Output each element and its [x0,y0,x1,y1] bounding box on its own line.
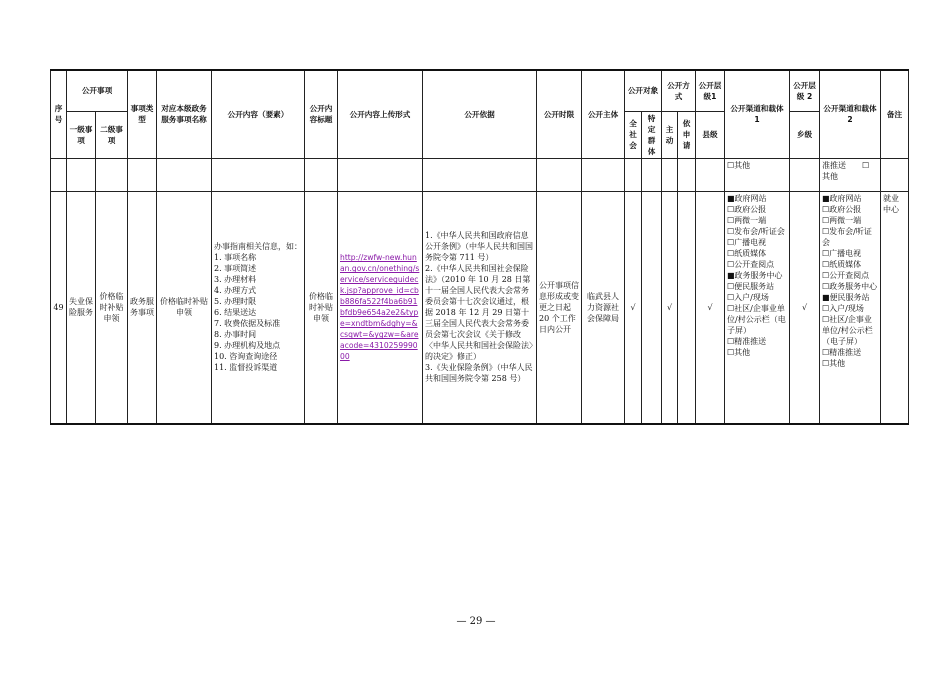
row-tier1: √ [696,191,725,424]
channel2-item: ☐纸质媒体 [822,259,862,269]
disclosure-table [50,69,909,425]
header-content-title: 公开内容标题 [305,70,338,158]
header-note: 备注 [881,70,909,158]
channel1-item: ☐公开查阅点 [727,259,775,269]
channel2-item: ☐公开查阅点 [822,270,870,280]
content-item: 11. 监督投诉渠道 [214,363,278,373]
channel1-item: ☐精准推送 [727,336,767,346]
content-item: 2. 事项简述 [214,264,257,274]
row-time-limit: 公开事项信息形成或变更之日起 20 个工作日内公开 [537,191,582,424]
header-object-all: 全社会 [625,111,642,158]
row-channel1 [725,191,790,424]
content-item: 9. 办理机构及地点 [214,341,281,351]
header-tier1: 公开层级1 [696,70,725,111]
row-channel2 [820,191,881,424]
channel2-item: ☐两微一端 [822,215,862,225]
cont-channel2-a: 准推送 ☐ [822,160,870,170]
upload-link[interactable]: http://zwfw-new.hunan.gov.cn/onething/service/serviceguideck.jsp?approve_id=cbb886fa522f4ba6b91bfdb9e654a2e2&type=xndtbm&dghy=&csqwt=&ygzw=&areacode=431025999000 [340,253,420,362]
channel2-item: ☐社区/企事业单位/村公示栏（电子屏） [822,314,873,346]
channel1-item: ☐纸质媒体 [727,248,767,258]
header-matter: 公开事项 [67,70,128,111]
row-content-title: 价格临时补贴申领 [305,191,338,424]
channel1-item: ■政务服务中心 [727,270,783,280]
channel2-item: ☐广播电视 [822,248,862,258]
channel2-item: ☐政府公报 [822,204,862,214]
row-method-request [678,191,696,424]
row-seq: 49 [51,191,67,424]
header-method-active: 主动 [662,111,678,158]
row-object-all: √ [625,191,642,424]
row-tier2: √ [790,191,820,424]
header-channel1: 公开渠道和载体 1 [725,70,790,158]
row-subject: 临武县人力资源社会保障局 [582,191,625,424]
channel1-item: ☐社区/企事业单位/村公示栏（电子屏） [727,303,786,335]
header-tier2: 公开层级 2 [790,70,820,111]
channel2-item: ■政府网站 [822,193,862,203]
channel2-item: ☐精准推送 [822,347,862,357]
content-item: 8. 办事时间 [214,330,257,340]
header-upload-form: 公开内容上传形式 [338,70,423,158]
channel2-item: ☐政务服务中心 [822,281,878,291]
table-row-49 [51,191,909,424]
content-item: 7. 收费依据及标准 [214,319,281,329]
row-type: 政务服务事项 [128,191,157,424]
header-channel2: 公开渠道和载体 2 [820,70,881,158]
content-intro: 办事指南相关信息，如： [214,242,302,252]
row-object-specific [642,191,662,424]
header-level1: 一级事项 [67,111,96,158]
row-note: 就业中心 [881,191,909,424]
channel1-item: ■政府网站 [727,193,767,203]
content-item: 1. 事项名称 [214,253,257,263]
cont-channel1: ☐其他 [725,158,790,191]
channel2-item: ☐发布会/听证会 [822,226,872,247]
content-items [214,252,302,373]
row-content [212,191,305,424]
page-number: — 29 — [456,616,496,627]
header-service-name: 对应本级政务服务事项名称 [157,70,212,158]
channel1-item: ☐广播电视 [727,237,767,247]
channel1-item: ☐两微一端 [727,215,767,225]
table-row-continued [51,158,909,191]
header-object-specific: 特定群体 [642,111,662,158]
channel2-item: ☐其他 [822,358,846,368]
row-service-name: 价格临时补贴申领 [157,191,212,424]
row-level1: 失业保险服务 [67,191,96,424]
row-basis: 1.《中华人民共和国政府信息公开条例》（中华人民共和国国务院令第 711 号） 2.《中华人民共和国社会保险法》（2010 年 10 月 28 日第十一届全国人民代表大会常务委员会第十七次会议通过，根据 2018 年 12 月 29 日第十三届全国人民代表大会常务委员会第七次会议《关于修改〈中华人民共和国社会保险法〉的决定》修正） 3.《失业保险条例》（中华人民共和国国务院令第 258 号） [423,191,537,424]
content-item: 4. 办理方式 [214,286,257,296]
header-method-request: 依申请 [678,111,696,158]
channel1-item: ☐便民服务站 [727,281,775,291]
header-basis: 公开依据 [423,70,537,158]
content-item: 3. 办理材料 [214,275,257,285]
header-subject: 公开主体 [582,70,625,158]
channel1-item: ☐入户/现场 [727,292,769,302]
row-level2: 价格临时补贴申领 [96,191,128,424]
header-tier2-sub: 乡级 [790,111,820,158]
row-method-active: √ [662,191,678,424]
header-time-limit: 公开时限 [537,70,582,158]
channel1-item: ☐发布会/听证会 [727,226,785,236]
channel2-item: ☐入户/现场 [822,303,864,313]
content-item: 5. 办理时限 [214,297,257,307]
header-seq: 序号 [51,70,67,158]
header-level2: 二级事项 [96,111,128,158]
cont-channel2-b: 其他 [822,171,838,181]
cont-channel2 [820,158,881,191]
header-content: 公开内容（要素） [212,70,305,158]
channel2-item: ■便民服务站 [822,292,870,302]
header-method: 公开方式 [662,70,696,111]
header-object: 公开对象 [625,70,662,111]
channel1-item: ☐其他 [727,347,751,357]
content-item: 10. 咨询查询途径 [214,352,278,362]
header-tier1-sub: 县级 [696,111,725,158]
header-type: 事项类型 [128,70,157,158]
channel1-item: ☐政府公报 [727,204,767,214]
content-item: 6. 结果送达 [214,308,257,318]
